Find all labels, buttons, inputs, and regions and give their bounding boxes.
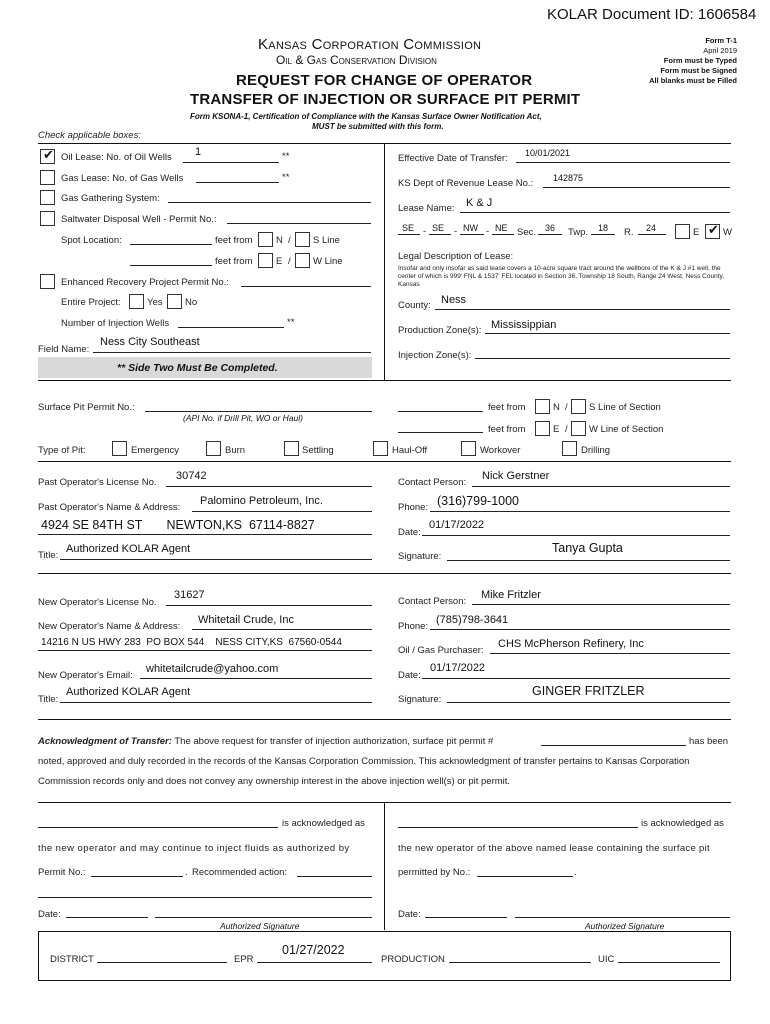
epr-label: EPR <box>234 954 254 965</box>
spot-s-checkbox[interactable] <box>295 232 310 247</box>
past-title-label: Title: <box>38 550 59 561</box>
pit-permit-number-line[interactable] <box>541 745 686 746</box>
acknowledgment-heading: Acknowledgment of Transfer: <box>38 736 172 747</box>
production-line[interactable] <box>449 962 591 963</box>
acknowledgment-line2: noted, approved and duly recorded in the records of the Kansas Corporation Commission. This acknowledgment of transfer pertains to Kansas Corporation <box>38 756 690 767</box>
new-contact-label: Contact Person: <box>398 596 467 607</box>
past-address-line <box>38 534 372 535</box>
n-label: N <box>553 402 560 413</box>
new-name-label: New Operator's Name & Address: <box>38 621 181 632</box>
acknowledgment-line3: Commission records only and does not convey any ownership interest in the above injection well(s) or pit permit. <box>38 776 511 787</box>
field-name-value[interactable]: Ness City Southeast <box>100 336 200 348</box>
subtitle-line1: Form KSONA-1, Certification of Compliance with the Kansas Surface Owner Notification Act, <box>190 112 542 121</box>
settling-label: Settling <box>302 445 334 456</box>
quarter-line <box>460 234 484 235</box>
new-phone-label: Phone: <box>398 621 429 632</box>
past-license-line <box>166 486 372 487</box>
has-been-label: has been <box>689 736 729 747</box>
pit-n-checkbox[interactable] <box>535 399 550 414</box>
workover-label: Workover <box>480 445 521 456</box>
injection-zone-line[interactable] <box>475 358 730 359</box>
column-divider <box>384 802 385 930</box>
gas-lease-checkbox[interactable] <box>40 170 55 185</box>
feet-from-label: feet from <box>215 256 253 267</box>
quarter-line <box>492 234 514 235</box>
n-label: N <box>276 235 283 246</box>
section-divider <box>38 461 731 462</box>
left-date-line[interactable] <box>66 917 148 918</box>
past-signature-label: Signature: <box>398 551 442 562</box>
new-title-line <box>60 702 372 703</box>
type-of-pit-label: Type of Pit: <box>38 445 86 456</box>
form-notes <box>649 36 737 86</box>
new-title-label: Title: <box>38 694 59 705</box>
sec-label: Sec. <box>517 227 537 238</box>
entire-yes-checkbox[interactable] <box>129 294 144 309</box>
lease-name-line <box>460 212 730 213</box>
burn-checkbox[interactable] <box>206 441 221 456</box>
quarter-3[interactable]: NW <box>463 223 478 233</box>
surface-pit-label: Surface Pit Permit No.: <box>38 402 135 413</box>
feet-from-label: feet from <box>488 424 526 435</box>
epr-value[interactable]: 01/27/2022 <box>282 943 345 957</box>
past-title-value[interactable]: Authorized KOLAR Agent <box>66 543 191 555</box>
side-two-note: ** Side Two Must Be Completed. <box>117 362 278 374</box>
epr-line <box>257 962 372 963</box>
new-phone-line <box>430 629 730 630</box>
w-line-label: W Line <box>313 256 343 267</box>
spot-ns-line[interactable] <box>130 244 212 245</box>
document-id: KOLAR Document ID: 1606584 <box>547 6 757 23</box>
past-phone-label: Phone: <box>398 502 429 513</box>
form-title-line1: REQUEST FOR CHANGE OF OPERATOR <box>236 72 533 89</box>
past-signature-value[interactable]: Tanya Gupta <box>552 541 623 555</box>
saltwater-line[interactable] <box>227 223 371 224</box>
past-contact-line <box>472 486 730 487</box>
range-line <box>638 234 666 235</box>
form-title-line2: TRANSFER OF INJECTION OR SURFACE PIT PERMIT <box>190 91 581 108</box>
new-license-line <box>166 605 372 606</box>
section-divider <box>38 573 731 574</box>
field-name-label: Field Name: <box>38 344 90 355</box>
range-w-checkbox[interactable] <box>705 224 720 239</box>
is-acknowledged-label: is acknowledged as <box>641 818 724 829</box>
required-stars: ** <box>282 172 290 183</box>
new-name-line <box>192 629 372 630</box>
twp-line <box>591 234 615 235</box>
emergency-label: Emergency <box>131 445 180 456</box>
purchaser-value[interactable]: CHS McPherson Refinery, Inc <box>498 638 644 650</box>
effective-date-label: Effective Date of Transfer: <box>398 153 508 164</box>
slash: / <box>565 424 568 435</box>
left-new-operator-text: the new operator and may continue to inject fluids as authorized by <box>38 843 350 854</box>
county-line <box>435 309 730 310</box>
new-signature-label: Signature: <box>398 694 442 705</box>
recommended-action-label: Recommended action: <box>192 867 288 878</box>
slash: / <box>565 402 568 413</box>
right-date-label: Date: <box>398 909 421 920</box>
feet-from-label: feet from <box>488 402 526 413</box>
w-line-of-section: W Line of Section <box>589 424 664 435</box>
note-typed: Form must be Typed <box>663 56 737 65</box>
purchaser-label: Oil / Gas Purchaser: <box>398 645 484 656</box>
sec-value[interactable]: 36 <box>545 223 556 233</box>
left-date-label: Date: <box>38 909 61 920</box>
required-stars: ** <box>287 317 295 328</box>
pit-ns-line[interactable] <box>398 411 483 412</box>
spot-e-checkbox[interactable] <box>258 253 273 268</box>
s-line-of-section: S Line of Section <box>589 402 661 413</box>
past-name-label: Past Operator's Name & Address: <box>38 502 181 513</box>
uic-label: UIC <box>598 954 615 965</box>
ack-right-name-line[interactable] <box>398 827 638 828</box>
pit-w-checkbox[interactable] <box>571 421 586 436</box>
past-name-line <box>192 511 372 512</box>
gas-gathering-label: Gas Gathering System: <box>61 193 160 204</box>
permit-no-label: Permit No.: <box>38 867 86 878</box>
range-e-checkbox[interactable] <box>675 224 690 239</box>
division-name: Oil & Gas Conservation Division <box>276 53 437 67</box>
enhanced-recovery-checkbox[interactable] <box>40 274 55 289</box>
new-title-value[interactable]: Authorized KOLAR Agent <box>66 686 191 698</box>
enhanced-recovery-label: Enhanced Recovery Project Permit No.: <box>61 277 229 288</box>
note-filled: All blanks must be Filled <box>649 76 737 85</box>
gas-lease-label: Gas Lease: No. of Gas Wells <box>61 173 184 184</box>
legal-description-label: Legal Description of Lease: <box>398 251 514 262</box>
is-acknowledged-label: is acknowledged as <box>282 818 365 829</box>
entire-no-checkbox[interactable] <box>167 294 182 309</box>
slash: / <box>288 235 291 246</box>
lease-name-label: Lease Name: <box>398 203 455 214</box>
legal-description-text[interactable]: Insofar and only insofar as said lease covers a 10-acre square tract around the wellbore of the K & J #1 well, the center of which is 999' FNL & 1537' FEL located in Section 36, Township 18 South, Range 24 West, Ness County, Kansas <box>398 265 725 288</box>
production-zone-value[interactable]: Mississippian <box>491 319 557 331</box>
district-label: DISTRICT <box>50 954 94 965</box>
purchaser-line <box>490 653 730 654</box>
pit-e-checkbox[interactable] <box>535 421 550 436</box>
new-contact-value[interactable]: Mike Fritzler <box>481 589 541 601</box>
e-label: E <box>693 227 700 238</box>
ks-lease-no-value[interactable]: 142875 <box>553 173 584 183</box>
section-divider <box>38 380 731 381</box>
production-zone-line <box>485 333 730 334</box>
gas-wells-line[interactable] <box>196 182 279 183</box>
acknowledgment-text1: The above request for transfer of injection authorization, surface pit permit # <box>174 736 494 747</box>
column-divider <box>384 143 385 380</box>
quarter-4[interactable]: NE <box>495 223 508 233</box>
s-line-label: S Line <box>313 235 340 246</box>
new-signature-line <box>447 702 730 703</box>
past-phone-value[interactable]: (316)799-1000 <box>437 494 520 508</box>
right-authorized-signature: Authorized Signature <box>585 921 665 931</box>
spot-n-checkbox[interactable] <box>258 232 273 247</box>
new-license-label: New Operator's License No. <box>38 597 157 608</box>
left-signature-line[interactable] <box>155 917 372 918</box>
surface-pit-line[interactable] <box>145 411 372 412</box>
injection-wells-label: Number of Injection Wells <box>61 318 170 329</box>
past-contact-value[interactable]: Nick Gerstner <box>482 470 550 482</box>
new-phone-value[interactable]: (785)798-3641 <box>436 614 509 626</box>
permit-no-line[interactable] <box>91 876 183 877</box>
twp-label: Twp. <box>568 227 589 238</box>
right-new-operator-text: the new operator of the above named lease containing the surface pit <box>398 843 710 854</box>
injection-zone-label: Injection Zone(s): <box>398 350 472 361</box>
emergency-checkbox[interactable] <box>112 441 127 456</box>
past-date-label: Date: <box>398 527 421 538</box>
ack-left-name-line[interactable] <box>38 827 278 828</box>
new-contact-line <box>472 604 730 605</box>
settling-checkbox[interactable] <box>284 441 299 456</box>
range-value[interactable]: 24 <box>646 223 657 233</box>
w-label: W <box>723 227 732 238</box>
drilling-label: Drilling <box>581 445 611 456</box>
new-name-value[interactable]: Whitetail Crude, Inc <box>198 614 294 626</box>
new-date-label: Date: <box>398 670 421 681</box>
pit-ew-line[interactable] <box>398 432 483 433</box>
county-label: County: <box>398 300 431 311</box>
e-label: E <box>553 424 560 435</box>
new-license-value[interactable]: 31627 <box>174 589 205 601</box>
uic-line[interactable] <box>618 962 720 963</box>
spot-w-checkbox[interactable] <box>295 253 310 268</box>
effective-date-line <box>516 162 730 163</box>
burn-label: Burn <box>225 445 246 456</box>
quarter-2[interactable]: SE <box>432 223 445 233</box>
effective-date-value[interactable]: 10/01/2021 <box>525 148 571 158</box>
twp-value[interactable]: 18 <box>598 223 609 233</box>
quarter-1[interactable]: SE <box>402 223 415 233</box>
ks-lease-no-line <box>543 187 730 188</box>
entire-project-label: Entire Project: <box>61 297 121 308</box>
past-contact-label: Contact Person: <box>398 477 467 488</box>
injection-wells-line[interactable] <box>178 327 284 328</box>
yes-label: Yes <box>147 297 163 308</box>
workover-checkbox[interactable] <box>461 441 476 456</box>
acknowledgment-line1 <box>38 736 493 747</box>
past-date-value[interactable]: 01/17/2022 <box>429 519 485 531</box>
form-number: Form T-1 <box>705 36 737 45</box>
recommended-action-line[interactable] <box>297 876 372 877</box>
permitted-by-label: permitted by No.: <box>398 867 471 878</box>
slash: / <box>288 256 291 267</box>
new-address-value[interactable]: 14216 N US HWY 283 PO BOX 544 NESS CITY,KS 67560-0544 <box>41 637 342 648</box>
api-note: (API No. if Drill Pit, WO or Haul) <box>183 413 303 423</box>
past-address-value[interactable]: 4924 SE 84TH ST NEWTON,KS 67114-8827 <box>41 518 315 532</box>
spot-ew-line[interactable] <box>130 265 212 266</box>
feet-from-label: feet from <box>215 235 253 246</box>
quarter-line <box>429 234 451 235</box>
haul-off-label: Haul-Off <box>392 445 428 456</box>
right-signature-line[interactable] <box>515 917 730 918</box>
e-label: E <box>276 256 283 267</box>
oil-lease-label: Oil Lease: No. of Oil Wells <box>61 152 172 163</box>
new-email-line <box>140 678 372 679</box>
permitted-by-line[interactable] <box>477 876 573 877</box>
past-date-line <box>422 535 730 536</box>
section-divider <box>38 719 731 720</box>
haul-off-checkbox[interactable] <box>373 441 388 456</box>
check-boxes-label: Check applicable boxes: <box>38 130 141 141</box>
past-license-value[interactable]: 30742 <box>176 470 207 482</box>
past-phone-line <box>430 511 730 512</box>
new-email-label: New Operator's Email: <box>38 670 133 681</box>
right-date-line[interactable] <box>425 917 507 918</box>
left-authorized-signature: Authorized Signature <box>220 921 300 931</box>
new-date-value[interactable]: 01/17/2022 <box>430 662 486 674</box>
lease-name-value[interactable]: K & J <box>466 197 493 209</box>
enhanced-recovery-line[interactable] <box>241 286 371 287</box>
past-license-label: Past Operator's License No. <box>38 477 157 488</box>
spot-location-label: Spot Location: <box>61 235 122 246</box>
saltwater-label: Saltwater Disposal Well - Permit No.: <box>61 214 217 225</box>
no-label: No <box>185 297 198 308</box>
recommended-action-line2[interactable] <box>38 897 372 898</box>
new-email-value[interactable]: whitetailcrude@yahoo.com <box>146 663 279 675</box>
field-name-line <box>93 352 371 353</box>
drilling-checkbox[interactable] <box>562 441 577 456</box>
ks-lease-no-label: KS Dept of Revenue Lease No.: <box>398 178 534 189</box>
new-signature-value[interactable]: GINGER FRITZLER <box>532 684 645 698</box>
production-zone-label: Production Zone(s): <box>398 325 482 336</box>
required-stars: ** <box>282 151 290 162</box>
new-address-line <box>38 650 372 651</box>
saltwater-checkbox[interactable] <box>40 211 55 226</box>
district-line[interactable] <box>97 962 227 963</box>
note-signed: Form must be Signed <box>660 66 737 75</box>
production-label: PRODUCTION <box>381 954 445 965</box>
agency-name: Kansas Corporation Commission <box>258 36 482 53</box>
oil-wells-value[interactable]: 1 <box>195 146 202 158</box>
past-name-value[interactable]: Palomino Petroleum, Inc. <box>200 495 323 507</box>
form-date: April 2019 <box>703 46 737 55</box>
past-signature-line <box>447 560 730 561</box>
past-title-line <box>60 559 372 560</box>
gas-gathering-checkbox[interactable] <box>40 190 55 205</box>
sec-line <box>538 234 562 235</box>
pit-s-checkbox[interactable] <box>571 399 586 414</box>
oil-wells-line <box>183 162 279 163</box>
new-date-line <box>422 678 730 679</box>
range-label: R. <box>624 227 634 238</box>
gas-gathering-line[interactable] <box>168 202 371 203</box>
subtitle-line2: MUST be submitted with this form. <box>312 122 444 131</box>
quarter-line <box>398 234 420 235</box>
county-value[interactable]: Ness <box>441 294 467 306</box>
oil-lease-checkbox[interactable] <box>40 149 55 164</box>
